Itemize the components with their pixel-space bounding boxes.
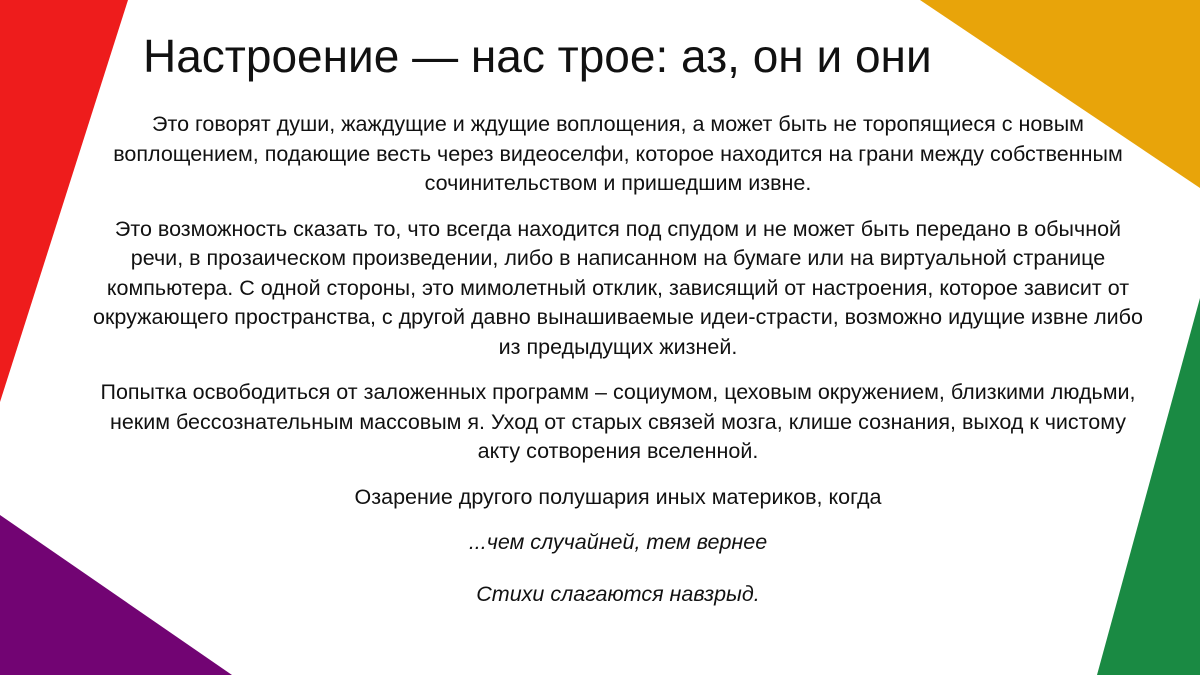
paragraph-insight: Озарение другого полушария иных материков, когда <box>354 484 882 509</box>
quote-line-2: Стихи слагаются навзрыд. <box>476 581 760 606</box>
quote-line-1: ...чем случайней, тем вернее <box>468 530 768 554</box>
paragraph-possibility: Это возможность сказать то, что всегда находится под спудом и не может быть передано в обычной речи, в прозаическом произведении, либо в написанном на бумаге или на виртуальной странице компьютера. С одной стороны, это мимолетный отклик, зависящий от настроения, которое зависит от окружающего пространства, с другой давно вынашиваемые идеи-страсти, возможно идущие извне либо из предыдущих жизней. <box>93 216 1143 359</box>
slide-body <box>90 110 1146 631</box>
slide-title: Настроение — нас трое: аз, он и они <box>143 30 932 82</box>
paragraph-souls: Это говорят души, жаждущие и ждущие воплощения, а может быть не торопящиеся с новым воплощением, подающие весть через видеоселфи, которое находится на грани между собственным сочинительством и пришедшим извне. <box>113 112 1123 195</box>
paragraph-attempt: Попытка освободиться от заложенных программ – социумом, цеховым окружением, близкими людьми, неким бессознательным массовым я. Уход от старых связей мозга, клише сознания, выход к чистому акту сотворения вселенной. <box>100 380 1136 463</box>
